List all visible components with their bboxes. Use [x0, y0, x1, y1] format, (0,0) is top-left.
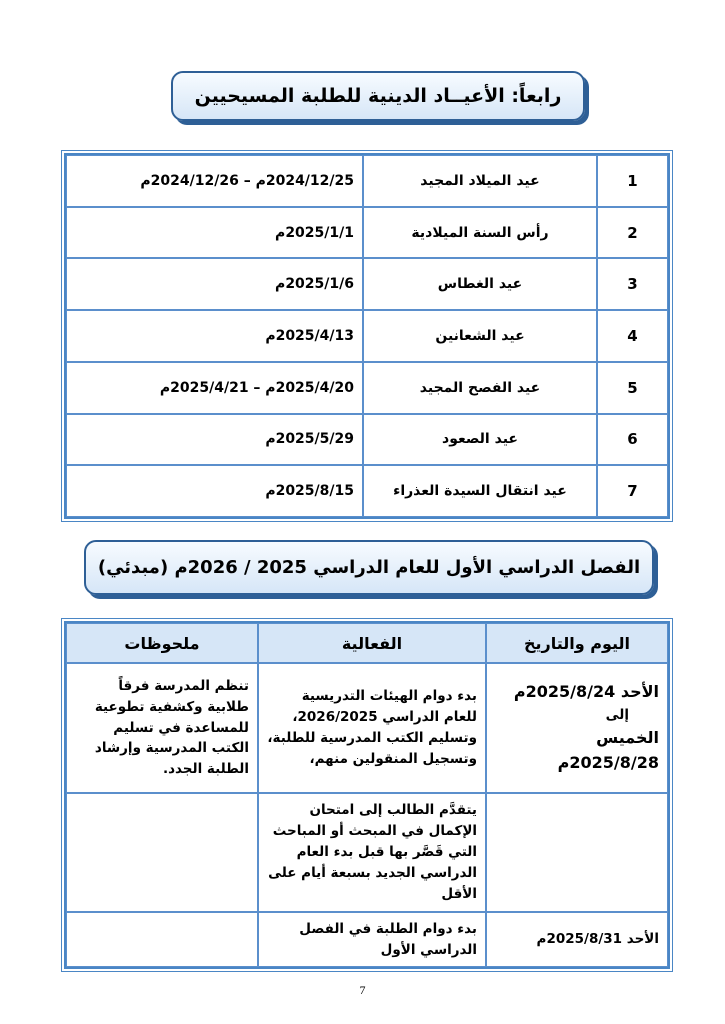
section-four-title: رابعاً: الأعيــاد الدينية للطلبة المسيحيين: [194, 85, 562, 107]
date-cell: الأحد 2025/8/31م: [486, 912, 668, 968]
holiday-name: عيد الصعود: [363, 414, 597, 466]
table-row: [66, 310, 668, 362]
holiday-date: 2025/4/20م – 2025/4/21م: [66, 362, 363, 414]
religious-holidays-table: [64, 153, 670, 519]
activity-cell: بدء دوام الهيئات التدريسية للعام الدراسي 2026/2025، وتسليم الكتب المدرسية للطلبة، وتسجيل المنقولين منهم،: [258, 663, 486, 793]
holiday-date: 2025/5/29م: [66, 414, 363, 466]
row-number: 5: [597, 362, 668, 414]
section-four-banner: [171, 71, 585, 121]
first-semester-table: [64, 621, 670, 969]
row-number: 6: [597, 414, 668, 466]
date-column-header: اليوم والتاريخ: [486, 623, 668, 663]
holiday-name: عيد الشعانين: [363, 310, 597, 362]
holiday-date: 2025/1/6م: [66, 258, 363, 310]
table-row: [66, 362, 668, 414]
notes-cell: [66, 912, 258, 968]
date-line: الخميس 2025/8/28م: [557, 728, 659, 772]
table-row: [66, 465, 668, 517]
activity-cell: يتقدَّم الطالب إلى امتحان الإكمال في المبحث أو المباحث التي قَصَّر بها قبل بدء العام الدراسي الجديد بسبعة أيام على الأقل: [258, 793, 486, 912]
date-line: الأحد 2025/8/24م: [513, 682, 659, 702]
page-number: 7: [359, 983, 366, 997]
activity-cell: بدء دوام الطلبة في الفصل الدراسي الأول: [258, 912, 486, 968]
semester-title: الفصل الدراسي الأول للعام الدراسي 2025 / 2026م (مبدئي): [97, 557, 641, 578]
date-line: إلى: [605, 707, 629, 724]
holiday-name: عيد الميلاد المجيد: [363, 155, 597, 207]
table-row: [66, 207, 668, 259]
table-row: [66, 912, 668, 968]
activity-column-header: الفعالية: [258, 623, 486, 663]
date-cell: [486, 663, 668, 793]
notes-column-header: ملحوظات: [66, 623, 258, 663]
table-row: [66, 258, 668, 310]
table-row: [66, 155, 668, 207]
holiday-name: عيد انتقال السيدة العذراء: [363, 465, 597, 517]
notes-cell: تنظم المدرسة فرقاً طلابية وكشفية تطوعية للمساعدة في تسليم الكتب المدرسية وإرشاد الطلبة الجدد.: [66, 663, 258, 793]
holiday-date: 2025/8/15م: [66, 465, 363, 517]
row-number: 3: [597, 258, 668, 310]
holiday-name: عيد الفصح المجيد: [363, 362, 597, 414]
semester-banner: [84, 540, 654, 595]
holiday-date: 2025/4/13م: [66, 310, 363, 362]
date-cell: [486, 793, 668, 912]
table-row: [66, 414, 668, 466]
row-number: 2: [597, 207, 668, 259]
table-header-row: [66, 623, 668, 663]
holiday-name: رأس السنة الميلادية: [363, 207, 597, 259]
holiday-date: 2025/1/1م: [66, 207, 363, 259]
notes-cell: [66, 793, 258, 912]
holiday-name: عيد الغطاس: [363, 258, 597, 310]
holiday-date: 2024/12/25م – 2024/12/26م: [66, 155, 363, 207]
row-number: 7: [597, 465, 668, 517]
table-row: [66, 793, 668, 912]
row-number: 4: [597, 310, 668, 362]
row-number: 1: [597, 155, 668, 207]
table-row: [66, 663, 668, 793]
